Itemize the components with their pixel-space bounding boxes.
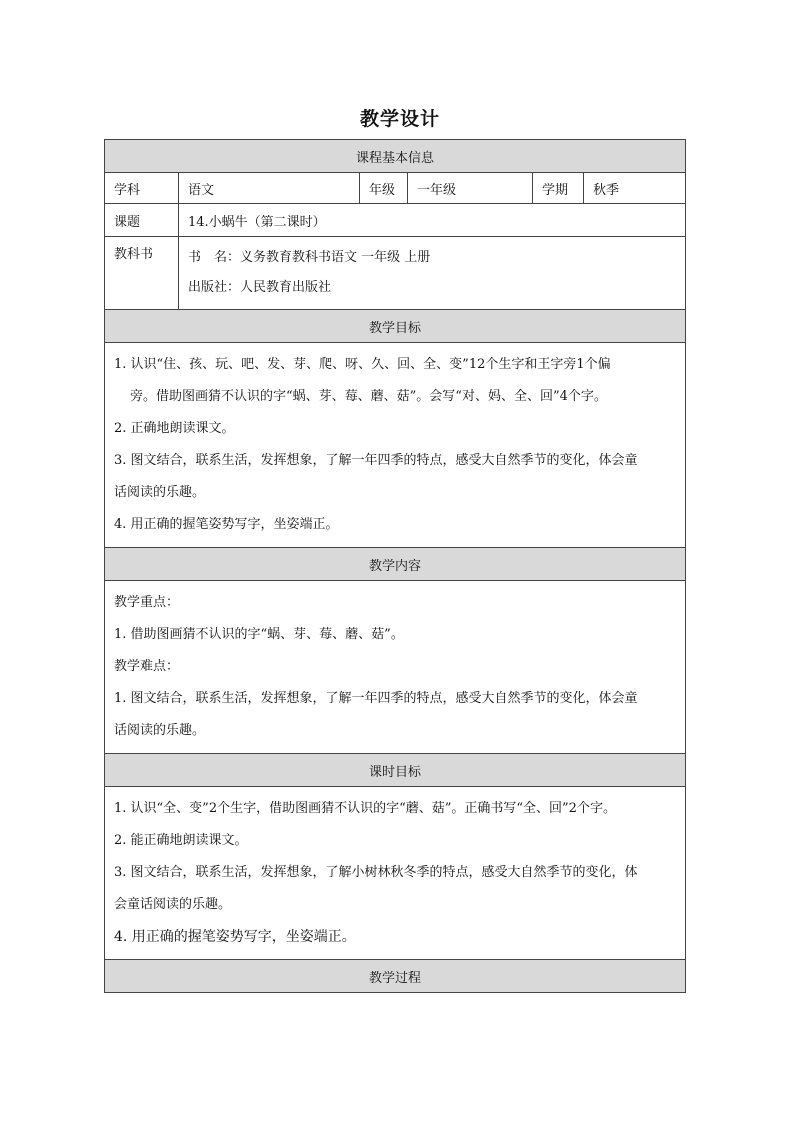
- lesson-goals-header-row: [105, 754, 686, 787]
- goal-line: 4. 用正确的握笔姿势写字，坐姿端正。: [114, 517, 339, 532]
- topic-row: [105, 204, 686, 237]
- grade-label: 年级: [360, 173, 408, 204]
- content-line: 1. 图文结合，联系生活，发挥想象，了解一年四季的特点，感受大自然季节的变化，体会童: [114, 691, 638, 706]
- goal-line: 话阅读的乐趣。: [114, 485, 206, 500]
- content-body: [105, 581, 686, 754]
- content-row: [105, 581, 686, 754]
- lesson-goals-header: 课时目标: [105, 754, 686, 787]
- content-line: 话阅读的乐趣。: [114, 723, 206, 738]
- goals-header: 教学目标: [105, 310, 686, 343]
- goal-line: 旁。借助图画猜不认识的字“蜗、芽、莓、蘑、菇”。会写“对、妈、全、回”4个字。: [130, 389, 607, 404]
- term-value: 秋季: [584, 173, 686, 204]
- content-line: 1. 借助图画猜不认识的字“蜗、芽、莓、蘑、菇”。: [114, 627, 404, 642]
- content-header: 教学内容: [105, 548, 686, 581]
- lesson-goal-line: 2. 能正确地朗读课文。: [114, 833, 248, 848]
- subject-value: 语文: [179, 173, 360, 204]
- topic-value: 14.小蜗牛（第二课时）: [179, 204, 686, 237]
- textbook-publisher: 出版社：人民教育出版社: [188, 280, 332, 295]
- document-title: 教学设计: [359, 108, 440, 130]
- lesson-goals-body: [105, 787, 686, 960]
- textbook-info: [179, 237, 686, 310]
- process-header-row: [105, 960, 686, 993]
- lesson-goal-line: 会童话阅读的乐趣。: [114, 897, 232, 912]
- goals-header-row: [105, 310, 686, 343]
- lesson-goals-row: [105, 787, 686, 960]
- key-points-heading: 教学重点：: [114, 595, 180, 610]
- lesson-plan-table: [104, 139, 686, 993]
- textbook-label: 教科书: [105, 237, 179, 310]
- topic-label: 课题: [105, 204, 179, 237]
- goal-line: 1. 认识“住、孩、玩、吧、发、芽、爬、呀、久、回、全、变”12个生字和王字旁1个偏: [114, 357, 611, 372]
- grade-value: 一年级: [408, 173, 533, 204]
- basic-info-header: 课程基本信息: [105, 140, 686, 173]
- term-label: 学期: [533, 173, 584, 204]
- process-header: 教学过程: [105, 960, 686, 993]
- subject-label: 学科: [105, 173, 179, 204]
- textbook-name: 书 名：义务教育教科书语文 一年级 上册: [188, 250, 431, 265]
- difficulties-heading: 教学难点：: [114, 659, 180, 674]
- goals-body: [105, 343, 686, 548]
- textbook-row: [105, 237, 686, 310]
- content-header-row: [105, 548, 686, 581]
- basic-info-header-row: [105, 140, 686, 173]
- goals-row: [105, 343, 686, 548]
- lesson-goal-line: 4. 用正确的握笔姿势写字，坐姿端正。: [114, 929, 356, 945]
- lesson-goal-line: 1. 认识“全、变”2个生字，借助图画猜不认识的字“蘑、菇”。正确书写“全、回”2个字。: [114, 801, 616, 816]
- goal-line: 3. 图文结合，联系生活，发挥想象，了解一年四季的特点，感受大自然季节的变化，体会童: [114, 453, 638, 468]
- subject-row: [105, 173, 686, 204]
- lesson-goal-line: 3. 图文结合，联系生活，发挥想象，了解小树林秋冬季的特点，感受大自然季节的变化，体: [114, 865, 638, 880]
- goal-line: 2. 正确地朗读课文。: [114, 421, 235, 436]
